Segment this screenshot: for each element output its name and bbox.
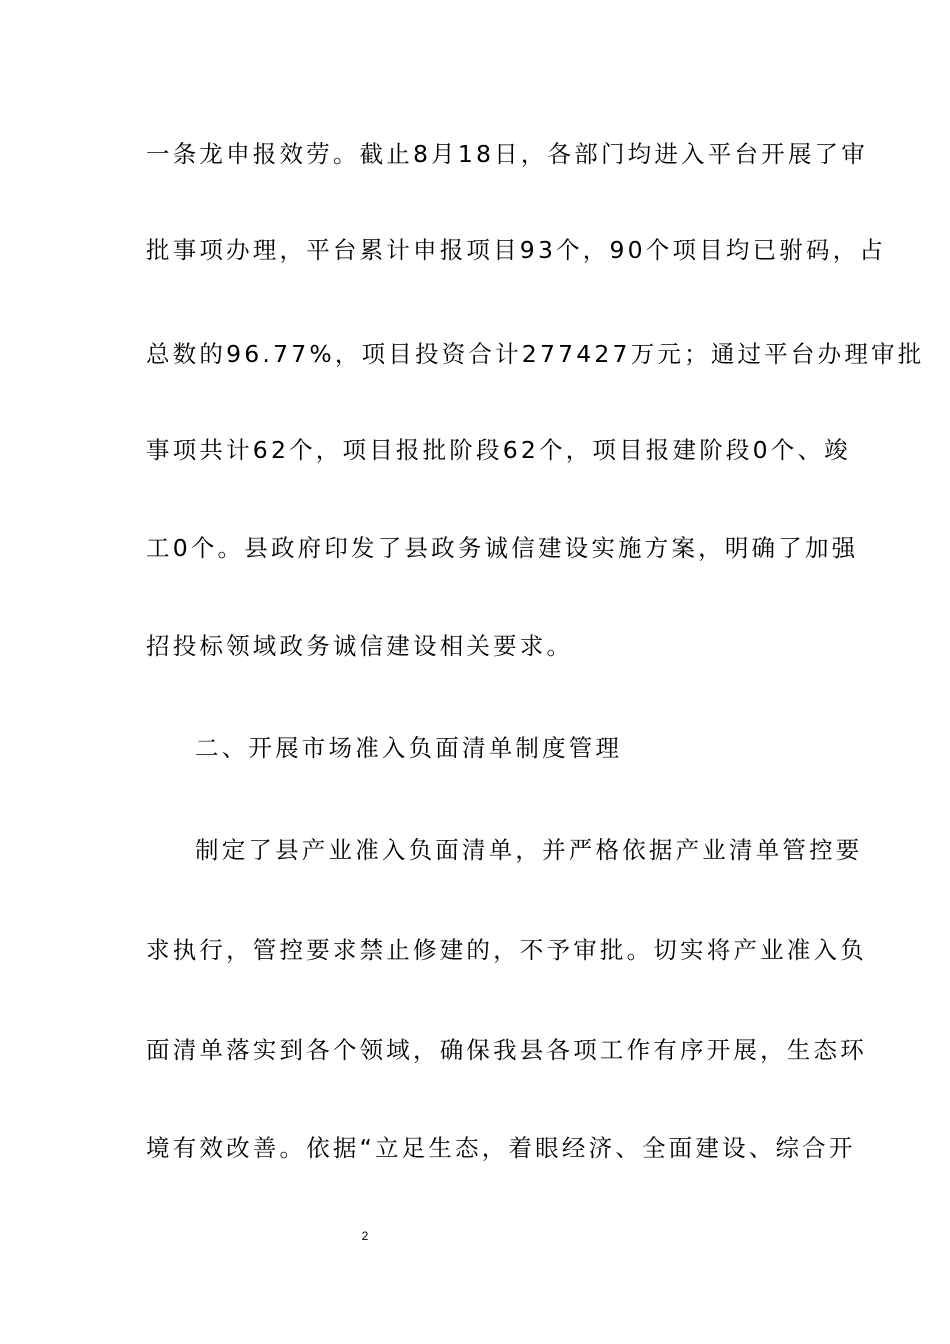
paragraph-line-7: 制定了县产业准入负面清单，并严格依据产业清单管控要 [195,836,863,864]
page-number: 2 [361,1229,369,1243]
paragraph-line-9: 面清单落实到各个领域，确保我县各项工作有序开展，生态环 [146,1036,867,1064]
paragraph-line-5: 工0个。县政府印发了县政务诚信建设实施方案，明确了加强 [146,534,859,562]
paragraph-line-2: 批事项办理，平台累计申报项目93个，90个项目均已驸码，占 [146,236,887,264]
paragraph-line-6: 招投标领域政务诚信建设相关要求。 [146,632,574,660]
paragraph-line-3: 总数的96.77%，项目投资合计277427万元；通过平台办理审批 [146,340,925,368]
paragraph-line-1: 一条龙申报效劳。截止8月18日，各部门均进入平台开展了审 [146,140,868,168]
paragraph-line-4: 事项共计62个，项目报批阶段62个，项目报建阶段0个、竣 [146,436,851,464]
paragraph-line-10: 境有效改善。依据“立足生态，着眼经济、全面建设、综合开 [146,1134,856,1162]
paragraph-line-8: 求执行，管控要求禁止修建的，不予审批。切实将产业准入负 [146,936,867,964]
section-heading: 二、开展市场准入负面清单制度管理 [195,734,623,762]
